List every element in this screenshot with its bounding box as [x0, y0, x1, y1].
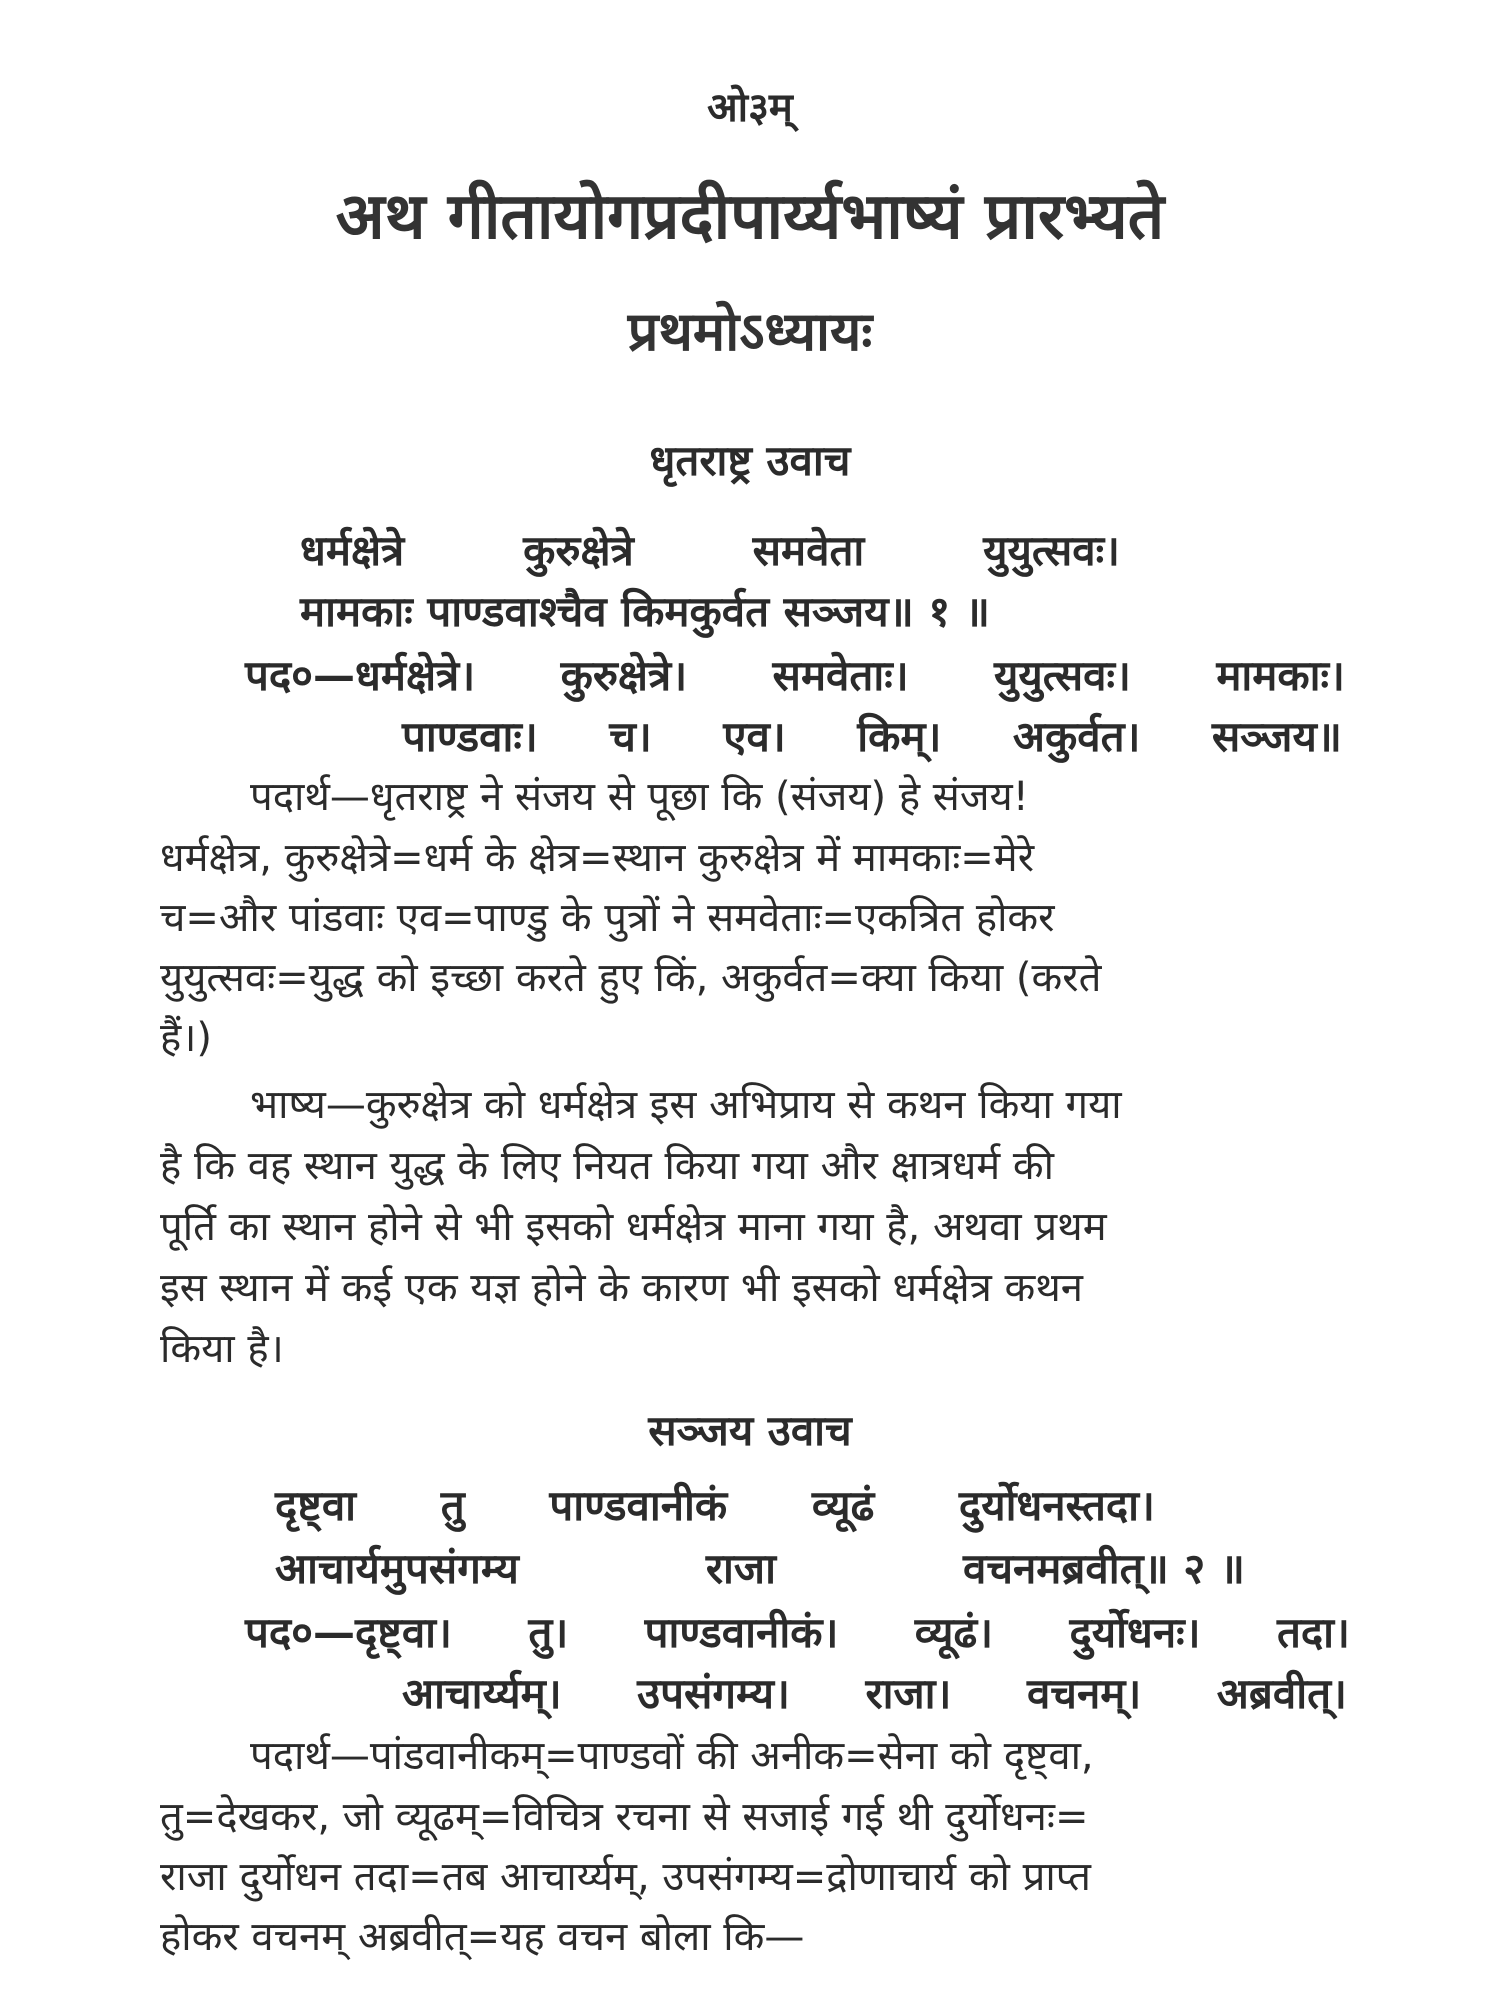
bhashya-line: पूर्ति का स्थान होने से भी इसको धर्मक्षेत्र माना गया है, अथवा प्रथम	[160, 1204, 1107, 1250]
padartha-2-line: पदार्थ—पांडवानीकम्=पाण्डवों की अनीक=सेना को दृष्ट्वा,	[250, 1733, 1094, 1779]
pada-word: पाण्डवानीकं।	[644, 1608, 839, 1657]
padartha-1-line: युयुत्सवः=युद्ध को इच्छा करते हुए किं, अकुर्वत=क्या किया (करते	[160, 955, 1102, 1001]
padartha-2-line: राजा दुर्योधन तदा=तब आचार्य्यम्, उपसंगम्य=द्रोणाचार्य को प्राप्त	[160, 1854, 1091, 1900]
pada-word: अब्रवीत्।	[1216, 1669, 1347, 1718]
pada-word: तु।	[528, 1608, 569, 1657]
pada-2-line-2	[402, 1669, 1347, 1718]
pada-word: तदा।	[1276, 1608, 1350, 1657]
padartha-2-line: तु=देखकर, जो व्यूढम्=विचित्र रचना से सजाई गई थी दुर्योधनः=	[160, 1794, 1089, 1840]
pada-word: पाण्डवाः।	[402, 712, 538, 761]
verse-word: पाण्डवानीकं	[549, 1481, 728, 1530]
pada-word: किम्।	[857, 712, 942, 761]
pada-word: एव।	[723, 712, 786, 761]
pada-1-line-2	[402, 712, 1342, 761]
verse-word: आचार्यमुपसंगम्य	[275, 1544, 519, 1593]
om-heading: ओ३म्	[707, 85, 793, 131]
speaker-heading-sanjaya: सञ्जय उवाच	[648, 1406, 852, 1455]
page-title: अथ गीतायोगप्रदीपार्य्यभाष्यं प्रारभ्यते	[335, 180, 1165, 254]
verse-word: दुर्योधनस्तदा।	[958, 1481, 1155, 1530]
bhashya-line: है कि वह स्थान युद्ध के लिए नियत किया गया और क्षात्रधर्म की	[160, 1143, 1055, 1189]
padartha-1-line: धर्मक्षेत्र, कुरुक्षेत्रे=धर्म के क्षेत्र=स्थान कुरुक्षेत्र में मामकाः=मेरे	[160, 835, 1035, 881]
bhashya-line: किया है।	[160, 1326, 284, 1372]
chapter-heading: प्रथमोऽध्यायः	[627, 300, 873, 363]
pada-word: अकुर्वत।	[1012, 712, 1141, 761]
verse-2-line-1	[275, 1481, 1155, 1530]
pada-word: युयुत्सवः।	[994, 651, 1131, 700]
pada-2-line-1	[245, 1608, 1350, 1657]
bhashya-line: इस स्थान में कई एक यज्ञ होने के कारण भी इसको धर्मक्षेत्र कथन	[160, 1265, 1083, 1311]
pada-word: मामकाः।	[1216, 651, 1345, 700]
padartha-1-line: च=और पांडवाः एव=पाण्डु के पुत्रों ने समवेताः=एकत्रित होकर	[160, 895, 1055, 941]
pada-word: राजा।	[865, 1669, 952, 1718]
bhashya-line: भाष्य—कुरुक्षेत्र को धर्मक्षेत्र इस अभिप्राय से कथन किया गया	[250, 1082, 1122, 1128]
pada-word: दुर्योधनः।	[1069, 1608, 1201, 1657]
pada-1-line-1	[245, 651, 1345, 700]
verse-1-line-2: मामकाः पाण्डवाश्चैव किमकुर्वत सञ्जय॥ १ ॥	[300, 587, 990, 636]
verse-word: युयुत्सवः।	[983, 526, 1120, 575]
verse-word: व्यूढं	[811, 1481, 875, 1530]
pada-word: पद०—धर्मक्षेत्रे।	[245, 651, 476, 700]
speaker-heading-dhritarashtra: धृतराष्ट्र उवाच	[649, 436, 851, 485]
pada-word: सञ्जय॥	[1211, 712, 1342, 761]
verse-word: तु	[440, 1481, 465, 1530]
verse-word: वचनमब्रवीत्॥ २ ॥	[962, 1544, 1245, 1593]
verse-word: समवेता	[752, 526, 865, 575]
pada-word: च।	[609, 712, 652, 761]
verse-1-line-1	[300, 526, 1120, 575]
verse-2-line-2	[275, 1544, 1245, 1593]
verse-word: राजा	[705, 1544, 776, 1593]
verse-word: कुरुक्षेत्रे	[523, 526, 634, 575]
pada-word: वचनम्।	[1026, 1669, 1142, 1718]
padartha-2-line: होकर वचनम् अब्रवीत्=यह वचन बोला कि—	[160, 1914, 805, 1960]
pada-word: व्यूढं।	[914, 1608, 994, 1657]
pada-word: पद०—दृष्ट्वा।	[245, 1608, 452, 1657]
verse-word: धर्मक्षेत्रे	[300, 526, 405, 575]
pada-word: उपसंगम्य।	[637, 1669, 790, 1718]
pada-word: आचार्य्यम्।	[402, 1669, 562, 1718]
verse-word: दृष्ट्वा	[275, 1481, 357, 1530]
pada-word: कुरुक्षेत्रे।	[560, 651, 688, 700]
padartha-1-line: हैं।)	[160, 1015, 213, 1061]
padartha-1-line: पदार्थ—धृतराष्ट्र ने संजय से पूछा कि (संजय) हे संजय!	[250, 774, 1029, 820]
pada-word: समवेताः।	[772, 651, 909, 700]
